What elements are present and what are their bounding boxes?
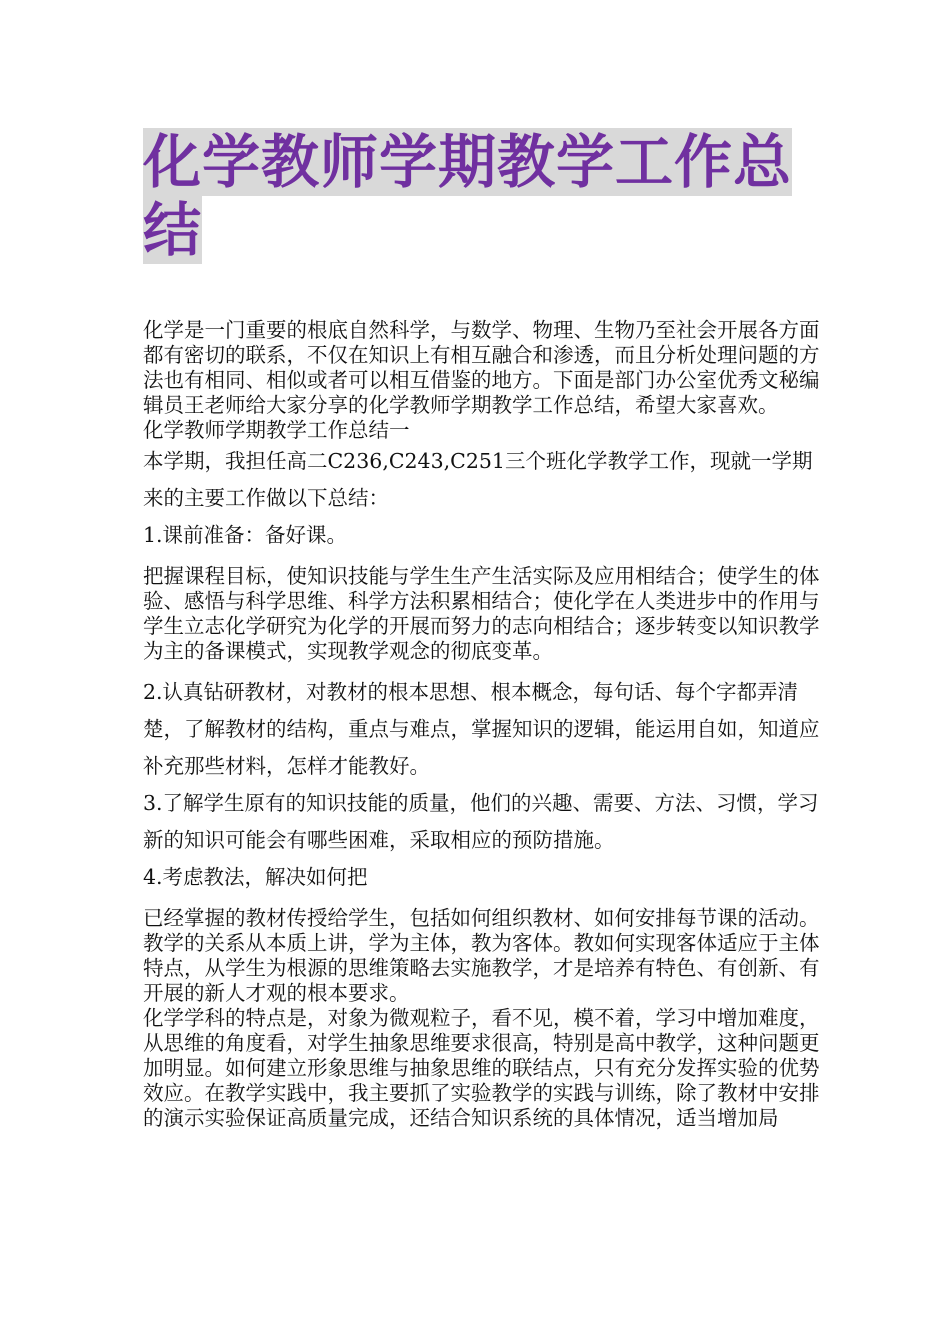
- list-item-4: 4.考虑教法，解决如何把: [143, 865, 368, 889]
- paragraph-course-goals: 把握课程目标，使知识技能与学生生产生活实际及应用相结合；使学生的体验、感悟与科学思维、科学方法积累相结合；使化学在人类进步中的作用与学生立志化学研究为化学的开展而努力的志向相结合；逐步转变以知识教学为主的备课模式，实现教学观念的彻底变革。: [143, 564, 820, 663]
- section-heading: 化学教师学期教学工作总结一: [143, 418, 410, 442]
- list-item-3: 3.了解学生原有的知识技能的质量，他们的兴趣、需要、方法、习惯，学习新的知识可能会有哪些困难，采取相应的预防措施。: [143, 791, 819, 852]
- intro-paragraph: 化学是一门重要的根底自然科学，与数学、物理、生物乃至社会开展各方面都有密切的联系，不仅在知识上有相互融合和渗透，而且分析处理问题的方法也有相同、相似或者可以相互借鉴的地方。下面是部门办公室优秀文秘编辑员王老师给大家分享的化学教师学期教学工作总结，希望大家喜欢。: [143, 318, 820, 417]
- paragraph-teaching-material: 已经掌握的教材传授给学生，包括如何组织教材、如何安排每节课的活动。: [143, 906, 820, 930]
- summary-paragraph: 本学期，我担任高二C236,C243,C251三个班化学教学工作，现就一学期来的主要工作做以下总结：: [143, 449, 813, 510]
- document-title: [143, 128, 823, 264]
- document-title-text: 化学教师学期教学工作总结: [143, 128, 793, 264]
- list-item-1: 1.课前准备：备好课。: [143, 523, 348, 547]
- paragraph-teaching-relation: 教学的关系从本质上讲，学为主体，教为客体。教如何实现客体适应于主体特点，从学生为根源的思维策略去实施教学，才是培养有特色、有创新、有开展的新人才观的根本要求。: [143, 931, 820, 1005]
- list-item-2: 2.认真钻研教材，对教材的根本思想、根本概念，每句话、每个字都弄清楚，了解教材的结构，重点与难点，掌握知识的逻辑，能运用自如，知道应补充那些材料，怎样才能教好。: [143, 680, 820, 778]
- document-body: [143, 318, 823, 1131]
- paragraph-subject-features: 化学学科的特点是，对象为微观粒子，看不见，模不着，学习中增加难度，从思维的角度看，对学生抽象思维要求很高，特别是高中教学，这种问题更加明显。如何建立形象思维与抽象思维的联结点，只有充分发挥实验的优势效应。在教学实践中，我主要抓了实验教学的实践与训练，除了教材中安排的演示实验保证高质量完成，还结合知识系统的具体情况，适当增加局: [143, 1006, 820, 1130]
